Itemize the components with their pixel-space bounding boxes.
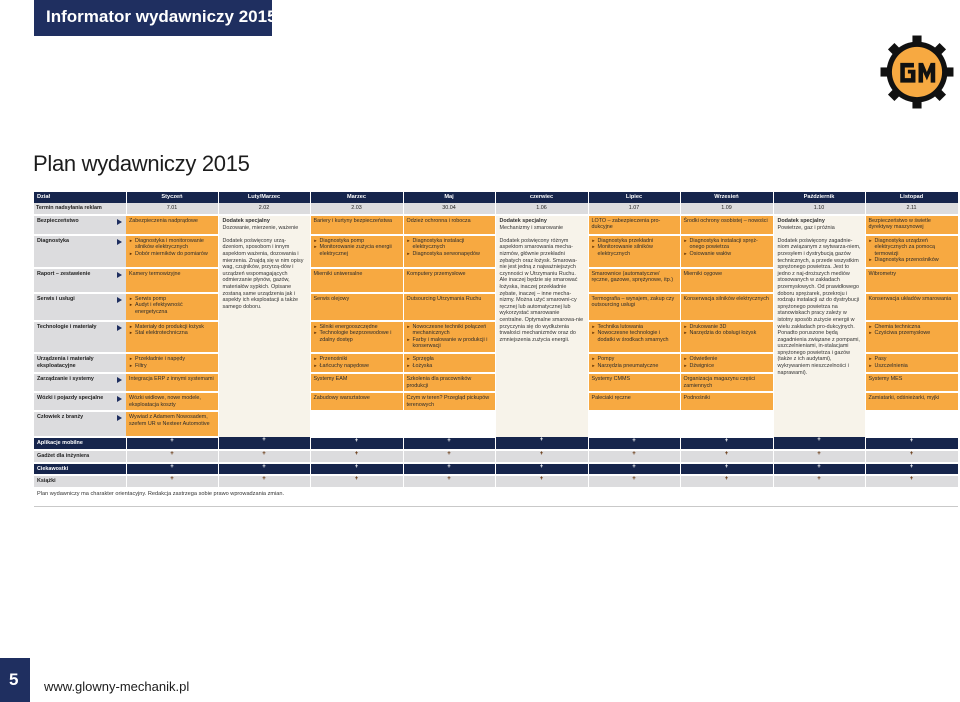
topic-cell: Serwis olejowy	[310, 293, 403, 321]
topic-cell: Zabudowy warsztatowe	[310, 392, 403, 411]
plus-mark: +	[495, 437, 588, 450]
special-subtitle: Mechanizmy i smarowanie	[499, 225, 564, 232]
arrow-icon	[117, 219, 122, 225]
deadline-date: 1.10	[773, 203, 865, 215]
deadline-row	[34, 203, 958, 215]
row-label: Aplikacje mobilne	[34, 437, 126, 450]
plus-mark: +	[773, 450, 865, 463]
plus-mark: +	[218, 475, 310, 488]
row-label	[34, 235, 126, 268]
topic-cell	[680, 321, 773, 353]
plus-mark: +	[403, 437, 495, 450]
list-item: ► Nowoczesne technologie i dodatki w środkach smarnych	[592, 330, 677, 343]
topic-cell: LOTO – zabezpieczenia pro-dukcyjne	[588, 215, 680, 235]
plus-mark: +	[588, 475, 680, 488]
row-label	[34, 373, 126, 392]
month-header-row	[34, 192, 958, 203]
empty-cell	[588, 411, 680, 437]
topic-cell: Kamery termowizyjne	[126, 268, 218, 293]
plus-mark: +	[403, 463, 495, 476]
plus-mark: +	[588, 450, 680, 463]
list-item: ► Czyściwa przemysłowe	[869, 330, 955, 337]
arrow-icon	[117, 377, 122, 383]
list-item: ► Materiały do produkcji łożysk	[129, 324, 215, 331]
list-item: ► Pompy	[592, 356, 677, 363]
row-label-text: Serwis i usługi	[37, 295, 75, 302]
plus-mark: +	[680, 450, 773, 463]
special-supplement-oct	[773, 215, 865, 438]
list-item: ► Narzędzia pneumatyczne	[592, 363, 677, 370]
topic-cell	[588, 321, 680, 353]
topic-cell: Smarownice (automatyczne/ ręczne, gazowe, sprężynowe, itp.)	[588, 268, 680, 293]
topic-cell: Systemy EAM	[310, 373, 403, 392]
plus-mark: +	[588, 437, 680, 450]
arrow-icon	[117, 325, 122, 331]
extras-row	[34, 437, 958, 450]
publishing-plan-table	[34, 192, 959, 489]
topic-cell: Zamiatarki, odśnieżarki, myjki	[865, 392, 958, 411]
deadline-date: 7.01	[126, 203, 218, 215]
plus-mark: +	[126, 437, 218, 450]
topic-cell: Systemy CMMS	[588, 373, 680, 392]
topic-cell: Podnośniki	[680, 392, 773, 411]
list-item: ► Diagnostyka serwonapędów	[407, 251, 492, 258]
list-item: ► Nowoczesne techniki połączeń mechanicznych	[407, 324, 492, 337]
deadline-date: 2.03	[310, 203, 403, 215]
list-item: ► Chemia techniczna	[869, 324, 955, 331]
table-row	[34, 215, 958, 235]
plus-mark: +	[495, 475, 588, 488]
topic-cell: Konserwacja silników elektrycznych	[680, 293, 773, 321]
list-item: ► Łożyska	[407, 363, 492, 370]
plus-mark: +	[588, 463, 680, 476]
list-item: ► Serwis pomp	[129, 296, 215, 303]
list-item: ► Diagnostyka i monitorowanie silników elektrycznych	[129, 238, 215, 251]
header-title: Informator wydawniczy 2015	[46, 7, 277, 26]
topic-cell: Bezpieczeństwo w świetle dyrektywy maszynowej	[865, 215, 958, 235]
list-item: ► Filtry	[129, 363, 215, 370]
arrow-icon	[117, 396, 122, 402]
empty-cell	[865, 411, 958, 437]
list-item: ► Łańcuchy napędowe	[314, 363, 400, 370]
arrow-icon	[117, 415, 122, 421]
plus-mark: +	[773, 475, 865, 488]
topic-cell	[865, 353, 958, 373]
plus-mark: +	[865, 463, 958, 476]
row-label	[34, 268, 126, 293]
topic-cell	[403, 235, 495, 268]
special-subtitle: Dozowanie, mierzenie, ważenie	[222, 225, 299, 232]
row-label	[34, 293, 126, 321]
special-title: Dodatek specjalny	[777, 217, 825, 224]
list-item: ► Sprzęgła	[407, 356, 492, 363]
footer-divider	[34, 506, 958, 507]
special-body: Dodatek poświęcony zagadnie-niom związanym z wytwarza-niem, przesyłem i dystrybucją gazów technicznych, a przede wszystkim sprężonego powietrza. Jest to jedno z naj-droższych mediów stosowanych w zakładach przemysłowych. Od prawidłowego doboru sprężarek, przekroju i rodzaju instalacji aż do dystrybucji sprężonego powietrza na stanowiskach pracy zależy w istotny sposób zużycie energii w wielu zakładach pro-dukcyjnych. Ponadto poruszone będą zagadnienia związane z pompami, uszczelnieniami, in-stalacjami sprężonego powietrza i gazów (także z ich audytami), wykrywaniem nieszczelności i naprawami).	[777, 237, 861, 376]
page-title: Plan wydawniczy 2015	[33, 151, 250, 176]
topic-cell: Integracja ERP z innymi systemami	[126, 373, 218, 392]
plus-mark: +	[865, 437, 958, 450]
special-title: Dodatek specjalny	[499, 217, 547, 224]
topic-cell: Czym w teren? Przegląd pickupów terenowych	[403, 392, 495, 411]
month-header: Marzec	[310, 192, 403, 203]
row-label	[34, 353, 126, 373]
plus-mark: +	[310, 437, 403, 450]
special-supplement-feb	[218, 215, 310, 438]
topic-cell: Mierniki cęgowe	[680, 268, 773, 293]
list-item: ► Pasy	[869, 356, 955, 363]
deadline-date: 1.07	[588, 203, 680, 215]
topic-cell: Odzież ochronna i robocza	[403, 215, 495, 235]
list-item: ► Dobór mierników do pomiarów	[129, 251, 215, 258]
topic-cell	[126, 293, 218, 321]
special-body: Dodatek poświęcony urzą-dzeniom, sposobom i innym aspektom ważenia, dozowania i mierzenia. Znajdą się w nim opisy wag, czujników, przyrzą-dów i urządzeń wspomagających odmierzanie płynów, gazów, materiałów sypkich. Opisane zostaną same urządzenia jak i aspekty ich eksploatacji a także samego doboru.	[222, 237, 304, 310]
month-header: czerwiec	[495, 192, 588, 203]
arrow-icon	[117, 297, 122, 303]
topic-cell: Zabezpieczenia nadprądowe	[126, 215, 218, 235]
extras-row	[34, 475, 958, 488]
topic-cell	[865, 235, 958, 268]
topic-cell: Organizacja magazynu części zamiennych	[680, 373, 773, 392]
header-bar	[34, 0, 277, 36]
topic-cell: Środki ochrony osobistej – nowości	[680, 215, 773, 235]
list-item: ► Dźwignice	[684, 363, 770, 370]
topic-cell	[680, 353, 773, 373]
month-header: Maj	[403, 192, 495, 203]
list-item: ► Diagnostyka przekładni	[592, 238, 677, 245]
topic-cell: Komputery przemysłowe	[403, 268, 495, 293]
list-item: ► Diagnostyka urządzeń elektrycznych za pomocą termowizji	[869, 238, 955, 258]
special-body: Dodatek poświęcony różnym aspektom smarowania mecha-nizmów, głównie przekładni zębatych oraz łożysk. Smarowa-nie jest jedną z najważniejszych czynności w Utrzymaniu Ruchu. Ale inaczej będzie się smarować łożyska, inaczej przekładnie zębate, inaczej – inne mecha-nizmy. Można użyć smarowni-cy ręcznej lub automatycznej lub wykorzystać smarowanie centralne. Optymalne smarowa-nie przyczynia się do wydłużenia trwałości mechanizmów oraz do zmniejszenia zużycia energii.	[499, 237, 584, 343]
plus-mark: +	[310, 450, 403, 463]
list-item: ► Diagnostyka instalacji elektrycznych	[407, 238, 492, 251]
topic-cell: Wózki widłowe, nowe modele, eksploatacja koszty	[126, 392, 218, 411]
topic-cell	[310, 235, 403, 268]
topic-cell	[310, 353, 403, 373]
plus-mark: +	[126, 450, 218, 463]
page-number: 5	[9, 670, 19, 689]
deadline-date: 2.11	[865, 203, 958, 215]
deadline-date: 1.09	[680, 203, 773, 215]
list-item: ► Diagnostyka pomp	[314, 238, 400, 245]
plus-mark: +	[680, 463, 773, 476]
topic-cell	[403, 353, 495, 373]
deadline-date: 1.06	[495, 203, 588, 215]
row-label-text: Wózki i pojazdy specjalne	[37, 395, 104, 402]
plus-mark: +	[126, 463, 218, 476]
list-item: ► Stal elektrotechniczna	[129, 330, 215, 337]
topic-cell	[588, 235, 680, 268]
topic-cell: Systemy MES	[865, 373, 958, 392]
topic-cell: Wibrometry	[865, 268, 958, 293]
plus-mark: +	[218, 463, 310, 476]
list-item: ► Narzędzia do obsługi łożysk	[684, 330, 770, 337]
plus-mark: +	[495, 450, 588, 463]
list-item: ► Uszczelnienia	[869, 363, 955, 370]
topic-cell	[680, 235, 773, 268]
topic-cell	[126, 353, 218, 373]
empty-cell	[680, 411, 773, 437]
row-label	[34, 215, 126, 235]
list-item: ► Monitorowanie silników elektrycznych	[592, 244, 677, 257]
arrow-icon	[117, 272, 122, 278]
topic-cell	[310, 321, 403, 353]
plus-mark: +	[680, 475, 773, 488]
topic-cell: Konserwacja układów smarowania	[865, 293, 958, 321]
plus-mark: +	[218, 450, 310, 463]
month-header: Dział	[34, 192, 126, 203]
topic-cell: Wywiad z Adamem Nowosadem, szefem UR w Nexteer Automotive	[126, 411, 218, 437]
special-supplement-jun	[495, 215, 588, 438]
row-label: Książki	[34, 475, 126, 488]
month-header: Listopad	[865, 192, 958, 203]
row-label	[34, 392, 126, 411]
list-item: ► Technika lutowania	[592, 324, 677, 331]
gm-logo-icon	[879, 34, 955, 110]
plus-mark: +	[865, 450, 958, 463]
month-header: Wrzesień	[680, 192, 773, 203]
row-label-text: Raport – zestawienie	[37, 270, 91, 277]
topic-cell	[403, 321, 495, 353]
month-header: Styczeń	[126, 192, 218, 203]
list-item: ► Przenośniki	[314, 356, 400, 363]
row-label: Gadżet dla inżyniera	[34, 450, 126, 463]
list-item: ► Diagnostyka instalacji spręż-onego powietrza	[684, 238, 770, 251]
empty-cell	[310, 411, 403, 437]
row-label-text: Diagnostyka	[37, 237, 70, 244]
row-label: Ciekawostki	[34, 463, 126, 476]
plus-mark: +	[310, 463, 403, 476]
row-label	[34, 411, 126, 437]
topic-cell: Outsourcing Utrzymania Ruchu	[403, 293, 495, 321]
plus-mark: +	[865, 475, 958, 488]
special-subtitle: Powietrze, gaz i próżnia	[777, 225, 835, 232]
plus-mark: +	[310, 475, 403, 488]
list-item: ► Oświetlenie	[684, 356, 770, 363]
deadline-label: Termin nadsyłania reklam	[34, 203, 126, 215]
plus-mark: +	[218, 437, 310, 450]
list-item: ► Monitorowanie zużycia energii elektrycznej	[314, 244, 400, 257]
footnote: Plan wydawniczy ma charakter orientacyjny. Redakcja zastrzega sobie prawo wprowadzania zmian.	[37, 491, 285, 497]
topic-cell: Szkolenia dla pracowników produkcji	[403, 373, 495, 392]
row-label	[34, 321, 126, 353]
plus-mark: +	[126, 475, 218, 488]
topic-cell: Paleciaki ręczne	[588, 392, 680, 411]
topic-cell: Bariery i kurtyny bezpieczeństwa	[310, 215, 403, 235]
special-title: Dodatek specjalny	[222, 217, 270, 224]
list-item: ► Technologie bezprzewodowe i zdalny dostęp	[314, 330, 400, 343]
plus-mark: +	[495, 463, 588, 476]
list-item: ► Drukowanie 3D	[684, 324, 770, 331]
topic-cell	[126, 321, 218, 353]
plus-mark: +	[403, 475, 495, 488]
month-header: Październik	[773, 192, 865, 203]
row-label-text: Bezpieczeństwo	[37, 217, 79, 224]
arrow-icon	[117, 239, 122, 245]
page-number-box	[0, 658, 30, 702]
month-header: Luty/Marzec	[218, 192, 310, 203]
list-item: ► Diagnostyka przenośników	[869, 257, 955, 264]
extras-row	[34, 463, 958, 476]
plus-mark: +	[403, 450, 495, 463]
list-item: ► Farby i malowanie w produkcji i konserwacji	[407, 337, 492, 350]
plus-mark: +	[680, 437, 773, 450]
row-label-text: Zarządzanie i systemy	[37, 375, 94, 382]
row-label-text: Urządzenia i materiały eksploatacyjne	[37, 355, 94, 369]
list-item: ► Przekładnie i napędy	[129, 356, 215, 363]
topic-cell	[588, 353, 680, 373]
deadline-date: 30.04	[403, 203, 495, 215]
extras-row	[34, 450, 958, 463]
plus-mark: +	[773, 463, 865, 476]
topic-cell	[126, 235, 218, 268]
list-item: ► Audyt i efektywność energetyczna	[129, 302, 215, 315]
topic-cell: Mierniki uniwersalne	[310, 268, 403, 293]
list-item: ► Osiowanie wałów	[684, 251, 770, 258]
plus-mark: +	[773, 437, 865, 450]
month-header: Lipiec	[588, 192, 680, 203]
topic-cell	[865, 321, 958, 353]
deadline-date: 2.02	[218, 203, 310, 215]
list-item: ► Silniki energooszczędne	[314, 324, 400, 331]
website-url[interactable]: www.glowny-mechanik.pl	[44, 679, 190, 694]
row-label-text: Technologie i materiały	[37, 323, 97, 330]
topic-cell: Termografia – wynajem, zakup czy outsourcing usługi	[588, 293, 680, 321]
row-label-text: Człowiek z branży	[37, 414, 84, 421]
empty-cell	[403, 411, 495, 437]
